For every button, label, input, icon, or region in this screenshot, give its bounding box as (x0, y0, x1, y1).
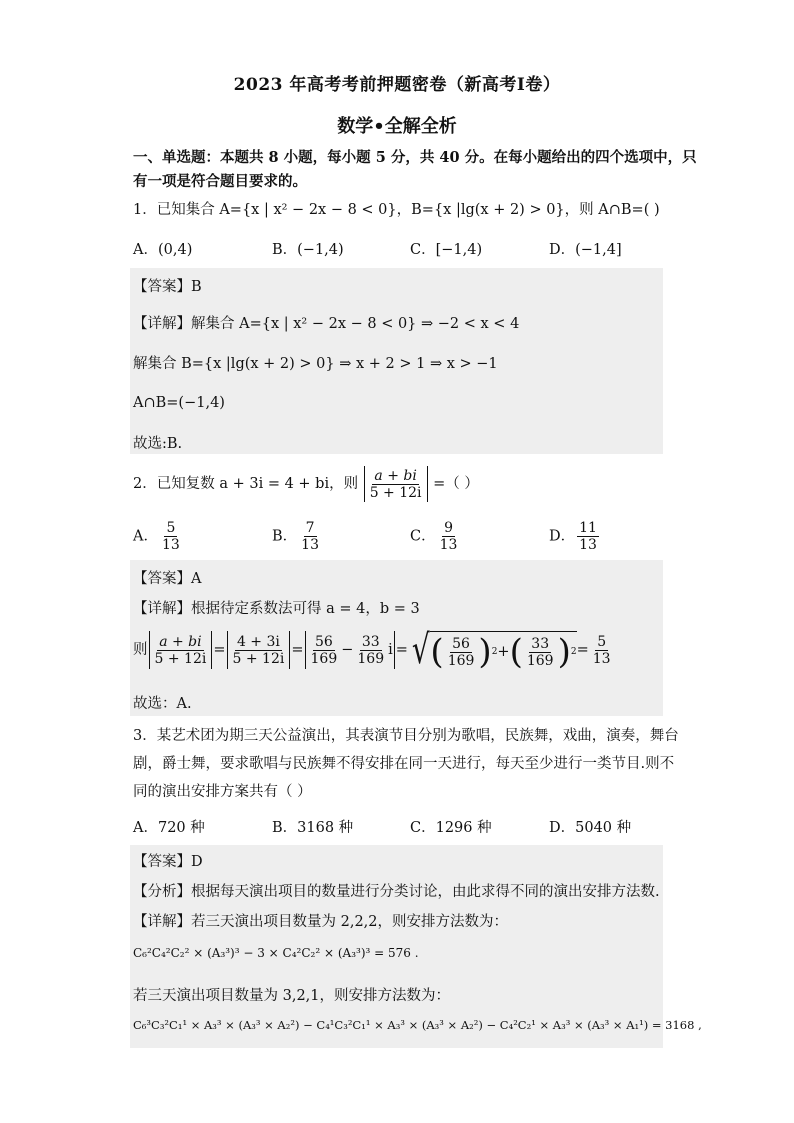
option-fraction (577, 520, 599, 553)
frac-num: 4 + 3i (236, 633, 280, 650)
frac-num: 56 (452, 635, 470, 652)
sqrt-expression (408, 627, 577, 673)
q3-option-d: D．5040 种 (549, 820, 632, 836)
section-heading-line2: 有一项是符合题目要求的。 (133, 173, 307, 190)
q3-stem-line3: 同的演出安排方案共有（ ） (133, 784, 312, 800)
frac-den: 169 (357, 650, 385, 667)
abs-bar (211, 631, 212, 669)
imag-unit: i (388, 642, 393, 658)
q2-detail-1: 【详解】根据待定系数法可得 a = 4，b = 3 (133, 601, 420, 617)
frac-den: 13 (592, 650, 611, 667)
sqrt-body: ( $\frac{56}{169}$ ) 2 + ( $\frac{33}{169}$ ) 2 (430, 632, 577, 672)
calc-prefix: 则 (133, 642, 148, 658)
q2-detail-end: 故选：A. (133, 696, 192, 712)
abs-bar (305, 631, 306, 669)
calc-fraction-2 (231, 634, 287, 667)
option-fraction (160, 520, 182, 553)
q2-stem-prefix: 2．已知复数 a + 3i = 4 + bi，则 (133, 476, 359, 492)
frac-den: 169 (310, 650, 338, 667)
option-letter: B． (272, 528, 298, 545)
q2-option-b (272, 520, 323, 553)
frac-den: 169 (447, 652, 475, 669)
frac-num: 11 (579, 520, 597, 536)
frac-num: a + bi (374, 467, 417, 484)
q1-answer: 【答案】B (133, 279, 202, 295)
q3-option-a: A．720 种 (133, 820, 205, 836)
frac-num: 5 (166, 520, 176, 536)
q2-option-d (549, 520, 601, 553)
frac-num: 7 (305, 520, 315, 536)
frac-den: 13 (439, 537, 458, 553)
frac-den: 13 (161, 537, 180, 553)
option-letter: C． (410, 528, 436, 545)
q1-stem: 1．已知集合 A={x | x² − 2x − 8 < 0}，B={x |lg(x + 2) > 0}，则 A∩B=( ) (133, 202, 660, 218)
calc-result (591, 634, 613, 667)
sqrt-fraction-1 (446, 636, 477, 669)
exponent: 2 (491, 647, 498, 657)
frac-num: 5 (597, 633, 607, 650)
frac-den: 169 (526, 652, 554, 669)
q2-option-c (410, 520, 461, 553)
abs-bar (394, 631, 395, 669)
option-fraction (299, 520, 321, 553)
exponent: 2 (570, 647, 577, 657)
paren: ( (509, 632, 523, 672)
exam-title: 2023 年高考考前押题密卷（新高考Ⅰ卷） (233, 75, 561, 95)
calc-fraction-1 (153, 634, 209, 667)
frac-den: 5 + 12i (369, 484, 422, 501)
q1-detail-2: 解集合 B={x |lg(x + 2) > 0} ⇒ x + 2 > 1 ⇒ x > −1 (133, 356, 498, 372)
sqrt-fraction-2 (525, 636, 556, 669)
q2-calculation: 则 $\frac{a + bi}{5 + 12i}$ = $\frac{4 + 3i}{5 + 12i}$ = $\frac{56}{169}$ − $\frac{33}{169}$ i = √ ( $\frac{56}{169}$ ) 2 + ( $\frac{33}{169}$ ) 2 = $\frac{5}{13}$ (133, 627, 611, 673)
q2-stem (133, 466, 479, 502)
calc-fraction-4 (355, 634, 386, 667)
q3-analysis: 【分析】根据每天演出项目的数量进行分类讨论，由此求得不同的演出安排方法数. (133, 884, 660, 900)
sqrt-sign: √ (411, 627, 430, 673)
calc-fraction-3 (309, 634, 340, 667)
q2-stem-suffix: =（ ） (433, 476, 479, 492)
q3-detail-2: 若三天演出项目数量为 3,2,1，则安排方法数为： (133, 988, 451, 1004)
q1-option-a: A．(0,4) (133, 242, 193, 258)
q3-formula-2: C₆³C₃²C₁¹ × A₃³ × (A₃³ × A₂²) − C₄¹C₃²C₁¹ × A₃³ × (A₃³ × A₂²) − C₄²C₂¹ × A₃³ × (A₃³ × A₁¹) = 3168 , (133, 1018, 702, 1032)
q3-formula-1: C₆²C₄²C₂² × (A₃³)³ − 3 × C₄²C₂² × (A₃³)³ = 576 . (133, 946, 419, 960)
q3-answer: 【答案】D (133, 854, 203, 870)
paren: ( (430, 632, 444, 672)
frac-num: 33 (361, 633, 380, 650)
exam-subtitle: 数学•全解全析 (337, 116, 457, 137)
q2-option-a (133, 520, 184, 553)
abs-bar-right (427, 466, 428, 502)
paren: ) (557, 632, 571, 672)
frac-num: 33 (531, 635, 550, 652)
q2-answer: 【答案】A (133, 571, 202, 587)
q3-detail-1: 【详解】若三天演出项目数量为 2,2,2，则安排方法数为： (133, 914, 509, 930)
q1-detail-3: A∩B=(−1,4) (133, 395, 225, 411)
q1-detail-1: 【详解】解集合 A={x | x² − 2x − 8 < 0} ⇒ −2 < x < 4 (133, 316, 520, 332)
abs-bar (227, 631, 228, 669)
paren: ) (478, 632, 492, 672)
abs-bar (289, 631, 290, 669)
frac-num: a + bi (159, 633, 202, 650)
option-letter: D． (549, 528, 576, 545)
option-fraction (438, 520, 460, 553)
q1-option-b: B．(−1,4) (272, 242, 344, 258)
frac-num: 9 (444, 520, 453, 536)
option-letter: A． (133, 528, 158, 545)
q3-stem-line2: 剧，爵士舞，要求歌唱与民族舞不得安排在同一天进行，每天至少进行一类节目.则不 (133, 756, 675, 772)
q1-detail-4: 故选:B. (133, 436, 183, 452)
q1-option-d: D．(−1,4] (549, 242, 622, 258)
section-heading-line1: 一、单选题：本题共 8 小题，每小题 5 分，共 40 分。在每小题给出的四个选项中，只 (133, 149, 697, 166)
q3-stem-line1: 3．某艺术团为期三天公益演出，其表演节目分别为歌唱，民族舞，戏曲，演奏，舞台 (133, 728, 679, 744)
frac-den: 5 + 12i (154, 650, 207, 667)
frac-den: 13 (301, 537, 319, 553)
frac-den: 13 (579, 537, 597, 553)
q2-stem-fraction (368, 468, 424, 501)
q3-option-c: C．1296 种 (410, 820, 492, 836)
abs-bar-left (364, 466, 365, 502)
abs-bar (149, 631, 150, 669)
q3-option-b: B．3168 种 (272, 820, 354, 836)
frac-num: 56 (314, 633, 333, 650)
q1-option-c: C．[−1,4) (410, 242, 483, 258)
frac-den: 5 + 12i (232, 650, 285, 667)
